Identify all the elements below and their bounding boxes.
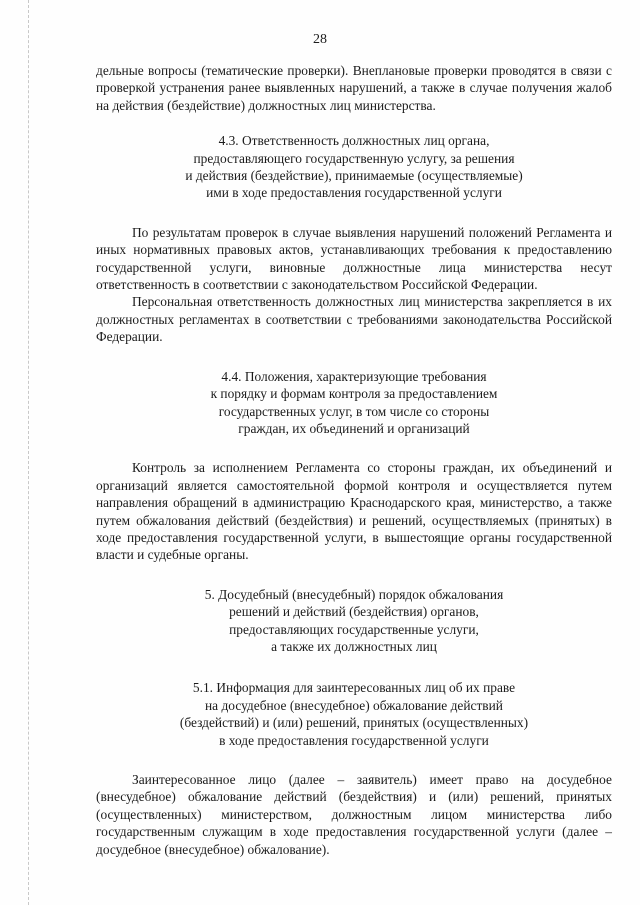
heading-line: 4.3. Ответственность должностных лиц органа, <box>218 133 490 149</box>
heading-line: 4.4. Положения, характеризующие требования <box>221 368 487 384</box>
heading-line: а также их должностных лиц <box>271 638 437 654</box>
heading-line: предоставляющих государственные услуги, <box>229 621 479 637</box>
heading-line: предоставляющего государственную услугу, за решения <box>193 150 515 166</box>
heading-line: к порядку и формам контроля за предоставлением <box>210 386 498 402</box>
section-4-3-paragraph-1: По результатам проверок в случае выявления нарушений положений Регламента и иных нормативных правовых актов, устанавливающих требования к предоставлению государственной услуги, виновные должностные лица министерства несут ответственность в соответствии с законодательством Российской Федерации. <box>96 224 612 293</box>
section-4-4-heading <box>96 368 612 438</box>
heading-line: решений и действий (бездействия) органов, <box>229 604 479 620</box>
scan-margin-line <box>28 0 29 905</box>
section-4-3-heading <box>96 132 612 202</box>
heading-line: 5. Досудебный (внесудебный) порядок обжалования <box>204 586 504 602</box>
heading-line: в ходе предоставления государственной услуги <box>219 732 489 748</box>
heading-line: 5.1. Информация для заинтересованных лиц об их праве <box>192 680 516 696</box>
page-number: 28 <box>313 32 327 47</box>
heading-line: граждан, их объединений и организаций <box>238 420 470 436</box>
heading-line: ими в ходе предоставления государственной услуги <box>206 185 502 201</box>
section-4-3-paragraph-2: Персональная ответственность должностных лиц министерства закрепляется в их должностных регламентах в соответствии с требованиями законодательства Российской Федерации. <box>96 294 612 345</box>
intro-paragraph: дельные вопросы (тематические проверки). Внеплановые проверки проводятся в связи с проверкой устранения ранее выявленных нарушений, а также в случае получения жалоб на действия (бездействие) должностных лиц министерства. <box>96 63 612 113</box>
section-5-heading <box>96 586 612 656</box>
section-4-4-paragraph-1: Контроль за исполнением Регламента со стороны граждан, их объединений и организаций является самостоятельной формой контроля и осуществляется путем направления обращений в администрацию Краснодарского края, министерство, а также путем обжалования действий (бездействия) и решений, осуществляемых (принятых) в ходе предоставления государственной услуги, в вышестоящие органы государственной власти и судебные органы. <box>96 460 612 563</box>
heading-line: государственных услуг, в том числе со стороны <box>218 403 490 419</box>
section-5-1-paragraph-1: Заинтересованное лицо (далее – заявитель) имеет право на досудебное (внесудебное) обжалование действий (бездействия) и (или) решений, принятых (осуществленных) министерством, должностным лицом министерства либо государственным служащим в ходе предоставления государственной услуги (далее – досудебное (внесудебное) обжалование). <box>96 772 612 857</box>
heading-line: на досудебное (внесудебное) обжалование действий <box>205 697 503 713</box>
document-body <box>96 62 612 858</box>
heading-line: и действия (бездействие), принимаемые (осуществляемые) <box>185 168 523 184</box>
section-5-1-heading <box>96 679 612 749</box>
heading-line: (бездействий) и (или) решений, принятых (осуществленных) <box>179 715 529 731</box>
